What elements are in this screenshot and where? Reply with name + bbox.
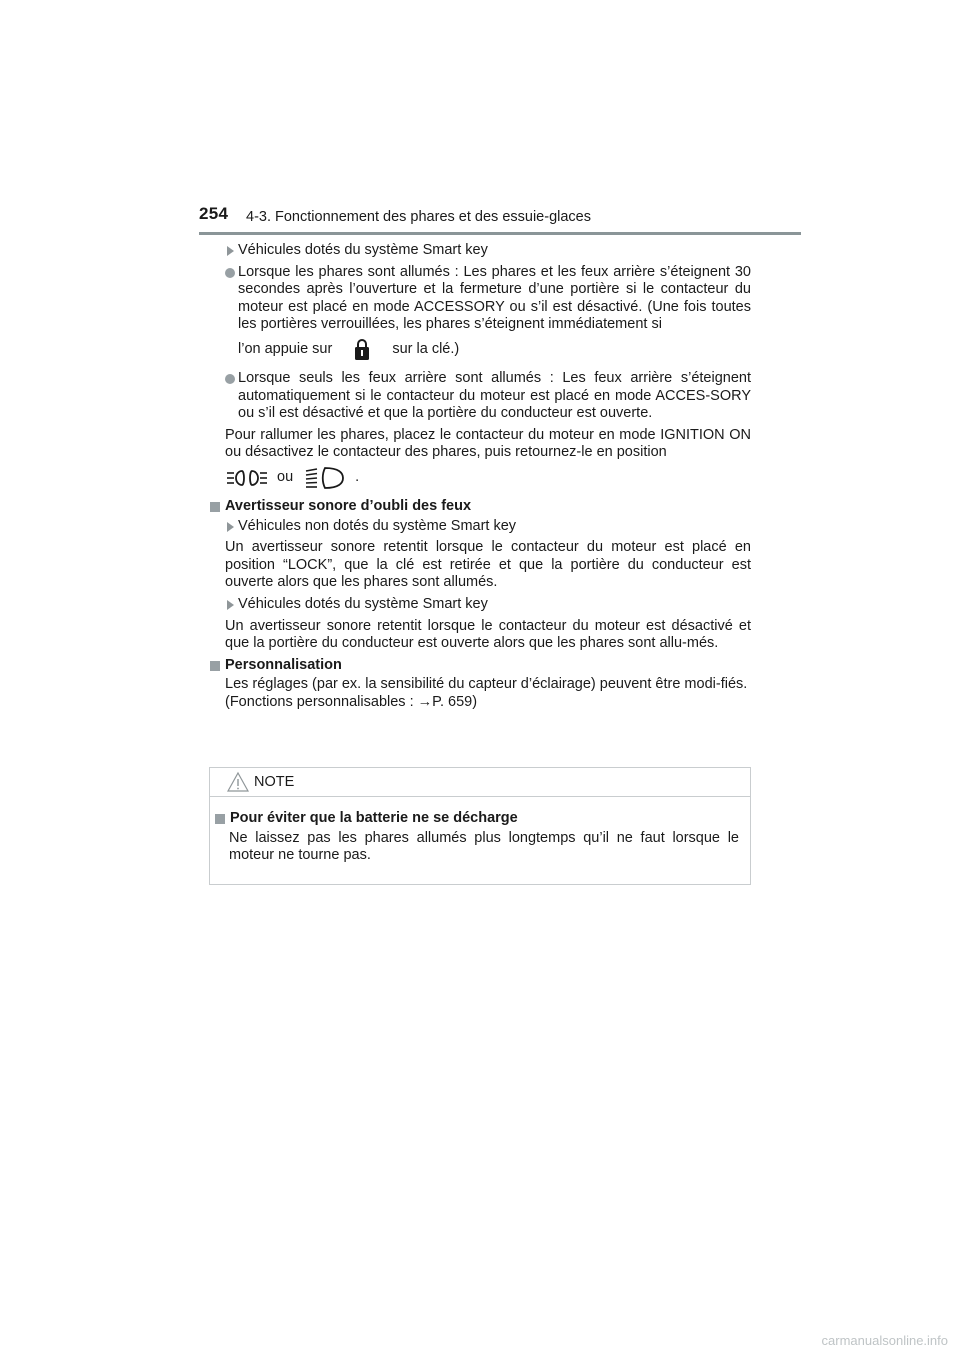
note-body [215, 810, 739, 869]
tail-light-icon [225, 464, 271, 492]
headlight-icon [303, 464, 349, 492]
smartkey-paragraph: Un avertisseur sonore retentit lorsque le contacteur du moteur est désactivé et que la portière du conducteur est ouverte alors que les phares sont allu-més. [225, 617, 751, 652]
bullet-lights-on: Lorsque les phares sont allumés : Les phares et les feux arrière s’éteignent 30 secondes après l’ouverture et la fermeture d’une portière si le contacteur du moteur est placé en mode ACCESSORY ou s’il est désactivé. (Une fois toutes les portières verrouillées, les phares s’éteignent immédiatement si l’on appuie sur sur la clé.) [210, 264, 751, 366]
square-bullet-icon [210, 661, 220, 671]
smartkey-label-1: Véhicules dotés du système Smart key [210, 242, 751, 260]
note-heading: Pour éviter que la batterie ne se décharge [215, 810, 739, 828]
main-content [210, 242, 751, 715]
page-number: 254 [199, 204, 229, 223]
relight-icons-line: ou . [210, 462, 751, 494]
custom-paragraph: Les réglages (par ex. la sensibilité du capteur d’éclairage) peuvent être modi-fiés. [225, 676, 748, 693]
note-label: NOTE [254, 774, 295, 790]
note-box [209, 767, 751, 885]
square-bullet-icon [210, 502, 220, 512]
smartkey-label-2: Véhicules dotés du système Smart key [210, 596, 751, 614]
header-rule [199, 232, 801, 235]
no-smartkey-label: Véhicules non dotés du système Smart key [210, 518, 751, 536]
bullet-dot-icon [225, 268, 235, 278]
lock-button-icon [332, 335, 392, 365]
warning-triangle-icon [227, 771, 249, 798]
arrow-icon [227, 522, 234, 532]
no-smartkey-paragraph: Un avertisseur sonore retentit lorsque le contacteur du moteur est placé en position “LOCK”, que la clé est retirée et que la portière du conducteur est ouverte alors que les phares sont allumés. [225, 539, 751, 591]
warning-heading: Avertisseur sonore d’oubli des feux [210, 498, 751, 516]
square-bullet-icon [215, 814, 225, 824]
note-paragraph: Ne laissez pas les phares allumés plus longtemps qu’il ne faut lorsque le moteur ne tourne pas. [229, 829, 739, 864]
page-ref-arrow-icon: → [417, 693, 433, 710]
custom-reference: (Fonctions personnalisables : →P. 659) [225, 693, 478, 710]
section-title: 4-3. Fonctionnement des phares et des essuie-glaces [246, 209, 591, 225]
bullet-tail-lights: Lorsque seuls les feux arrière sont allumés : Les feux arrière s’éteignent automatiquement si le contacteur du moteur est placé en mode ACCES-SORY ou s’il est désactivé et que la portière du conducteur est ouverte. [210, 370, 751, 423]
relight-paragraph: Pour rallumer les phares, placez le contacteur du moteur en mode IGNITION ON ou désactivez le contacteur des phares, puis retournez-le en position [225, 426, 751, 461]
watermark: carmanualsonline.info [821, 1333, 948, 1348]
arrow-icon [227, 246, 234, 256]
custom-heading: Personnalisation [210, 657, 751, 675]
bullet-dot-icon [225, 374, 235, 384]
note-header [210, 768, 750, 797]
arrow-icon [227, 600, 234, 610]
